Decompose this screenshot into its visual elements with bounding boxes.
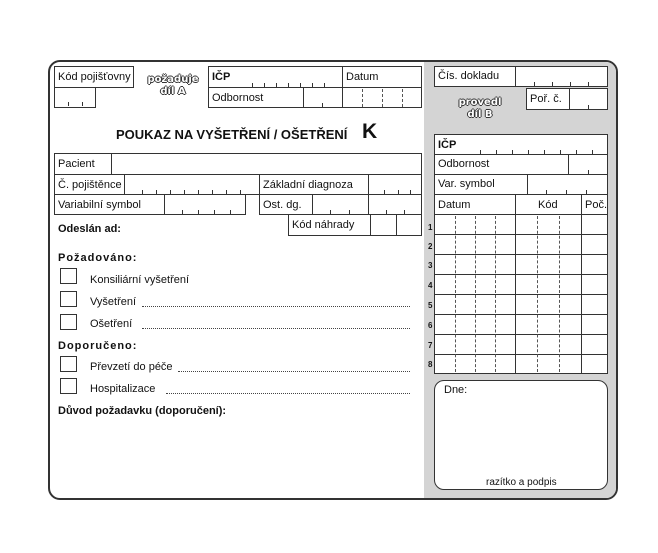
date-label: Datum <box>346 71 379 83</box>
part-b-specialty-label: Odbornost <box>438 158 490 170</box>
examination-label: Vyšetření <box>90 296 137 308</box>
main-diagnosis-label: Základní diagnoza <box>263 179 353 191</box>
patient-label: Pacient <box>58 158 95 170</box>
part-b-icp-label: IČP <box>438 139 457 151</box>
other-diagnosis-label: Ost. dg. <box>263 199 302 211</box>
take-into-care-dotted-line <box>178 371 410 372</box>
treatment-checkbox[interactable] <box>60 314 77 330</box>
reason-label: Důvod požadavku (doporučení): <box>58 405 227 417</box>
requests-stamp-text: požaduje <box>147 74 199 85</box>
consultation-label: Konsiliární vyšetření <box>90 274 190 286</box>
part-b-variable-symbol-label: Var. symbol <box>438 178 495 190</box>
specialty-label: Odbornost <box>212 92 264 104</box>
consultation-checkbox[interactable] <box>60 268 77 284</box>
treatment-label: Ošetření <box>90 318 133 330</box>
part-a-stamp-text: díl A <box>160 86 186 97</box>
icp-label: IČP <box>212 71 231 83</box>
document-number-label: Čís. dokladu <box>438 70 500 82</box>
col-date-header: Datum <box>438 199 471 211</box>
hospitalization-dotted-line <box>166 393 410 394</box>
variable-symbol-label: Variabilní symbol <box>58 199 141 211</box>
treatment-dotted-line <box>142 328 410 329</box>
stamp-signature-box[interactable] <box>434 380 608 490</box>
recommended-heading: Doporučeno: <box>58 340 138 352</box>
patient-field[interactable] <box>54 153 422 175</box>
date-label-b: Dne: <box>444 384 468 396</box>
replacement-code-label: Kód náhrady <box>292 219 355 231</box>
part-b-icp-field[interactable] <box>434 134 608 155</box>
order-number-label: Poř. č. <box>530 93 562 105</box>
col-code-header: Kód <box>538 199 558 211</box>
examination-checkbox[interactable] <box>60 291 77 307</box>
part-b-stamp-text: díl B <box>467 109 493 120</box>
hospitalization-label: Hospitalizace <box>90 383 156 395</box>
hospitalization-checkbox[interactable] <box>60 378 77 394</box>
row-number: 6 <box>428 321 433 330</box>
row-number: 5 <box>428 301 433 310</box>
row-number: 1 <box>428 223 433 232</box>
insured-number-label: Č. pojištěnce <box>58 179 122 191</box>
form-type-letter: K <box>362 120 378 143</box>
col-count-header: Poč. <box>585 199 608 211</box>
row-number: 8 <box>428 360 433 369</box>
take-into-care-label: Převzetí do péče <box>90 361 173 373</box>
sent-to-label: Odeslán ad: <box>58 223 121 235</box>
examination-dotted-line <box>142 306 410 307</box>
take-into-care-checkbox[interactable] <box>60 356 77 372</box>
insurance-code-label: Kód pojišťovny <box>58 71 131 83</box>
form-title: POUKAZ NA VYŠETŘENÍ / OŠETŘENÍ <box>116 127 348 142</box>
row-number: 4 <box>428 281 433 290</box>
row-number: 3 <box>428 261 433 270</box>
row-number: 7 <box>428 341 433 350</box>
performed-stamp-text: provedl <box>458 97 502 108</box>
requested-heading: Požadováno: <box>58 252 138 264</box>
row-number: 2 <box>428 242 433 251</box>
referral-form-card <box>48 60 618 500</box>
stamp-signature-label: razítko a podpis <box>486 477 557 488</box>
